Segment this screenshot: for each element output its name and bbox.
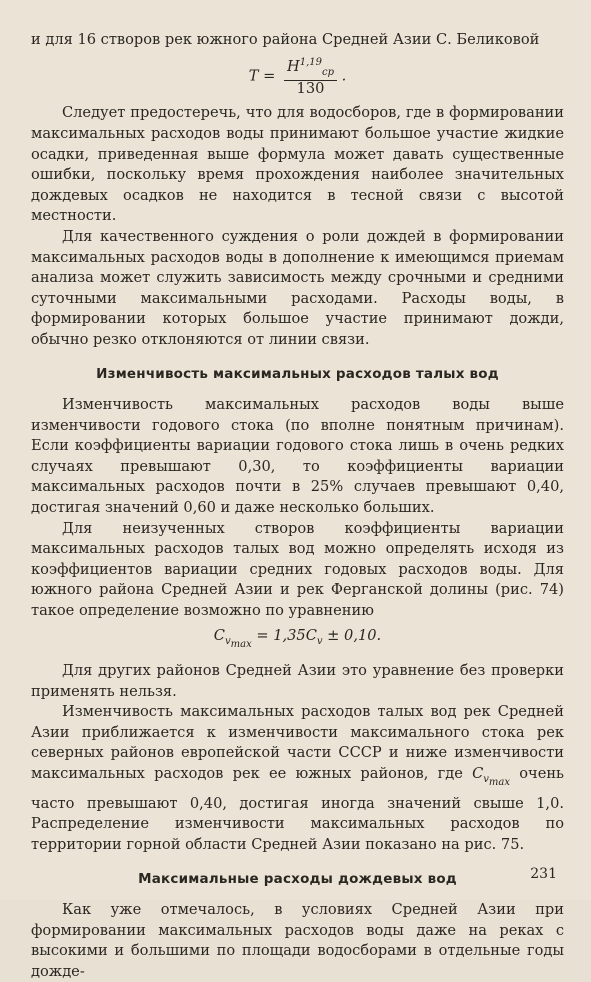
fraction-denominator: 130 (296, 80, 325, 98)
paragraph-part: очень часто превышают 0,40, достигая иногда значений свыше 1,0. Распределение изменчивости максимальных расходов по территории горной области Средней Азии показано на рис. 75. (31, 765, 564, 853)
formula-subscript (483, 773, 511, 788)
page-number: 231 (530, 866, 557, 882)
subscript-v: v (224, 635, 231, 647)
subscript-v: v (483, 773, 489, 785)
formula-subscript: ср (321, 66, 334, 78)
paragraph: Изменчивость максимальных расходов воды выше изменчивости годового стока (по вполне понятным причинам). Если коэффициенты вариации годового стока лишь в очень редких случаях превышают 0,30, то коэффициенты вариации максимальных расходов почти в 25% случаев превышают 0,40, достигая значений 0,60 и даже несколько больших. (31, 396, 564, 517)
subscript-max: max (230, 638, 252, 650)
formula-lhs: T = (248, 66, 276, 84)
paragraph: Как уже отмечалось, в условиях Средней Азии при формировании максимальных расходов воды даже на реках с высокими и большими по площади водосборами в отдельные годы дожде- (31, 900, 564, 980)
formula-subscript: v (316, 635, 323, 647)
paragraph-part: Изменчивость максимальных расходов талых вод рек Средней Азии приближается к изменчивости максимального стока рек северных районов европейской части СССР и ниже изменчивости максимальных расходов рек ее южных районов, где (31, 703, 564, 783)
formula-end: . (341, 66, 347, 84)
formula-fraction (284, 55, 337, 98)
formula-symbol: H (286, 57, 300, 75)
formula-symbol: C (472, 765, 484, 783)
paragraph: Для других районов Средней Азии это уравнение без проверки применять нельзя. (31, 662, 564, 700)
formula-end: ± 0,10. (322, 626, 382, 644)
formula-cv (31, 626, 564, 656)
formula-subscript (224, 635, 252, 650)
section-heading: Изменчивость максимальных расходов талых вод (96, 366, 499, 383)
formula-exponent: 1,19 (299, 56, 322, 68)
paragraph: Для неизученных створов коэффициенты вариации максимальных расходов талых вод можно определять исходя из коэффициентов вариации средних годовых расходов воды. Для южного района Средней Азии и рек Ферганской долины (рис. 74) такое определение возможно по уравнению (31, 519, 564, 620)
section-heading: Максимальные расходы дождевых вод (138, 871, 457, 888)
paragraph: Для качественного суждения о роли дождей в формировании максимальных расходов воды в дополнение к имеющимся приемам анализа может служить зависимость между срочными и средними суточными максимальными расходами. Расходы воды, в формировании которых большое участие принимают дожди, обычно резко отклоняются от линии связи. (31, 227, 564, 348)
paragraph: и для 16 створов рек южного района Средней Азии С. Беликовой (31, 31, 540, 48)
formula-T (31, 55, 564, 98)
formula-body: = 1,35C (251, 626, 317, 644)
formula-symbol: C (213, 626, 225, 644)
fraction-numerator (284, 55, 337, 82)
paragraph (31, 702, 564, 855)
page-body (31, 30, 564, 982)
subscript-max: max (488, 776, 511, 788)
paragraph: Следует предостеречь, что для водосборов, где в формировании максимальных расходов воды принимают большое участие жидкие осадки, приведенная выше формула может давать существенные ошибки, поскольку время прохождения наиболее значительных дождевых осадков не находится в тесной связи с высотой местности. (31, 104, 564, 225)
inline-formula (472, 765, 511, 788)
